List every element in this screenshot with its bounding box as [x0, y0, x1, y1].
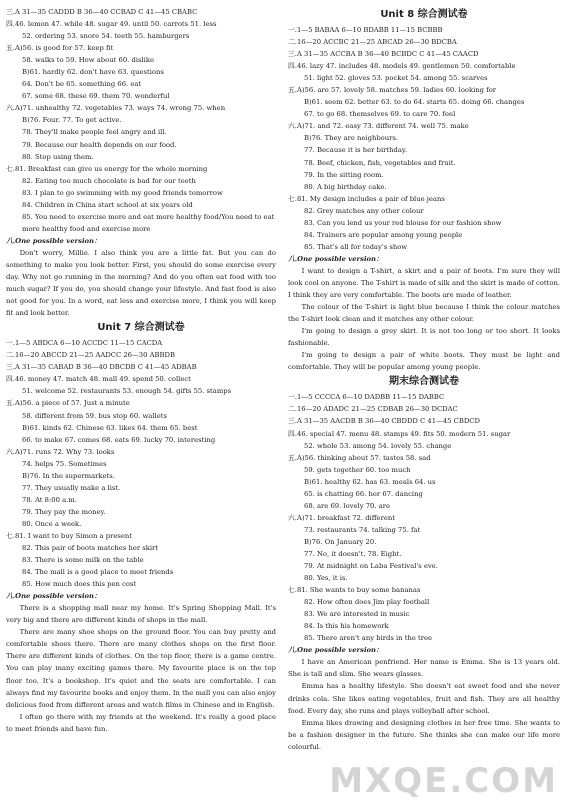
- essay-penfriend-p3: Emma likes drawing and designing clothes in her free time. She wants to be a fashion designer in the future. She thinks she can make our life more colourful.: [288, 718, 560, 751]
- answer-line: 四.46. lemon 47. while 48. sugar 49. until 50. carrots 51. less: [6, 20, 217, 29]
- answer-line: 84. Trainers are popular among young people: [304, 230, 463, 239]
- answer-line: 66. to make 67. comes 68. eats 69. lucky 70. interesting: [22, 435, 216, 444]
- answer-line: 74. helps 75. Sometimes: [22, 459, 107, 468]
- answer-line: 51. welcome 52. restaurants 53. enough 54. gifts 55. stamps: [22, 387, 232, 396]
- essay-mall-p1: There is a shopping mall near my home. It's Spring Shopping Mall. It's very big and there are different kinds of shops in the mall.: [6, 604, 276, 625]
- essay-design-p4: I'm going to design a pair of white boots. They must be light and comfortable. They will be popular among young people.: [288, 351, 560, 372]
- answer-line: 83. Can you lend us your red blouse for our fashion show: [304, 218, 502, 227]
- essay-design-p1: I want to design a T-shirt, a skirt and a pair of boots. I'm sure they will look cool on anyone. The T-shirt is made of silk and the skirt is made of cotton. I think they are very comfortable. The boots are made of leather.: [288, 266, 560, 300]
- answer-line: 80. A big birthday cake.: [304, 182, 387, 191]
- answer-line: 三.A 31—35 ACCBA B 36—40 BCBDC C 41—45 CAACD: [288, 50, 479, 59]
- final-test-heading: 期末综合测试卷: [389, 376, 459, 388]
- answer-line: 58. walks to 59. How about 60. dislike: [22, 56, 154, 65]
- unit8-heading: Unit 8 综合测试卷: [380, 9, 468, 20]
- answer-line: 77. No, it doesn't. 78. Eight.: [304, 549, 402, 558]
- unit6-answers: [6, 6, 276, 235]
- possible-version-label: 八.One possible version：: [6, 592, 101, 601]
- answer-line: 80. Stop using them.: [22, 152, 94, 161]
- answer-line: 82. How often does Jim play football: [304, 598, 430, 607]
- essay-design-p2: The colour of the T-shirt is light blue because I think the colour matches the T-shirt look clean and it matches any other colour.: [288, 303, 560, 324]
- answer-line: 84. The mall is a good place to meet friends: [22, 568, 174, 577]
- answer-line: 85. You need to exercise more and eat more healthy food/You need to eat: [22, 212, 275, 221]
- answer-line: B)76. They are neighbours.: [304, 134, 399, 143]
- answer-line: 68. are 69. lovely 70. are: [304, 501, 391, 510]
- answer-line: 65. is chatting 66. her 67. dancing: [304, 489, 423, 498]
- unit8-answers: [288, 24, 560, 253]
- possible-version-label: 八.One possible version：: [288, 646, 383, 655]
- answer-line: 三.A 31—35 AACDB B 36—40 CBDDD C 41—45 CBDCD: [288, 417, 480, 426]
- essay-millie: Don't worry, Millie. I also think you are a little fat. But you can do something to make you look better. First, you should do some exercise every day. Why not go running in the morning? And do you often eat food with too much sugar? If you do, you should change your lifestyle. And fast food is also not good for you. In a word, eat less and exercise more, I think you will keep fit and look better.: [6, 248, 276, 318]
- right-column: [288, 6, 560, 753]
- left-column: [6, 6, 276, 735]
- essay-mall-p2: There are many shoe shops on the ground floor. You can buy pretty and comfortable shoes there. There are many clothes shops on the first floor. There are different kinds of clothes. On the top floor, there is a game centre. You can play many exciting games there. My favourite place is on the top floor too. It's a bookshop. It's quiet and the seats are comfortable. I can always find my favourite books and enjoy them. In the mall you can also enjoy delicious food from different areas and watch films in Chinese and in English.: [6, 628, 276, 709]
- answer-line: 四.46. special 47. menu 48. stamps 49. fits 50. modern 51. sugar: [288, 429, 511, 438]
- answer-line: 二.16—20 ABCCD 21—25 AADCC 26—30 ABBDB: [6, 351, 175, 360]
- answer-line: 六.A)71. and 72. easy 73. different 74. well 75. make: [288, 122, 469, 131]
- answer-line: 52. ordering 53. snore 54. teeth 55. hamburgers: [22, 32, 190, 41]
- answer-line: 80. Yes, it is.: [304, 574, 348, 583]
- answer-line: 51. light 52. gloves 53. pocket 54. among 55. scarves: [304, 74, 488, 83]
- answer-line: 五.A)56. a piece of 57. Just a minute: [6, 399, 130, 408]
- answer-line: 84. Is this his homework: [304, 622, 389, 631]
- answer-line: 三.A 31—35 CADDD B 36—40 CCBAD C 41—45 CBABC: [6, 8, 198, 16]
- answer-line: 七.81. She wants to buy some bananas: [288, 586, 421, 595]
- answer-line: B)76. Four. 77. To get active.: [22, 116, 122, 125]
- answer-line: 七.81. Breakfast can give us energy for the whole morning: [6, 164, 208, 173]
- site-watermark: MXQE.COM: [329, 761, 558, 801]
- answer-line: 四.46. lazy 47. includes 48. models 49. gentlemen 50. comfortable: [288, 62, 516, 71]
- answer-line: 77. Because it is her birthday.: [304, 146, 407, 155]
- answer-line: B)61. kinds 62. Chinese 63. likes 64. them 65. best: [22, 423, 198, 432]
- unit7-answers: [6, 337, 276, 590]
- answer-line: 五.A)56. is good for 57. keep fit: [6, 44, 114, 53]
- answer-line: 85. How much does this pen cost: [22, 580, 137, 589]
- answer-line: 64. Don't be 65. something 66. eat: [22, 80, 142, 89]
- answer-line: 73. restaurants 74. talking 75. fat: [304, 525, 421, 534]
- answer-line: 七.81. My design includes a pair of blue jeans: [288, 194, 445, 203]
- answer-line: 82. This pair of boots matches her skirt: [22, 544, 159, 553]
- answer-line: 六.A)71. breakfast 72. different: [288, 513, 395, 522]
- answer-line: 84. Children in China start school at six years old: [22, 200, 193, 209]
- answer-line: 85. That's all for today's show: [304, 242, 408, 251]
- answer-line: 52. whole 53. among 54. lovely 55. change: [304, 441, 452, 450]
- answer-line: 七.81. I want to buy Simon a present: [6, 531, 132, 540]
- unit7-heading: Unit 7 综合测试卷: [97, 322, 185, 334]
- answer-line: 79. Because our health depends on our food.: [22, 140, 177, 149]
- answer-line: 78. At 8:00 a.m.: [22, 495, 77, 504]
- answer-line: 79. At midnight on Laba Festival's eve.: [304, 562, 438, 571]
- essay-mall-p3: I often go there with my friends at the weekend. It's really a good place to meet friends and have fun.: [6, 712, 276, 733]
- possible-version-label: 八.One possible version：: [6, 236, 101, 245]
- answer-line: 78. They'll make people feel angry and ill.: [22, 128, 167, 137]
- answer-line: B)61. healthy 62. has 63. meals 64. us: [304, 477, 436, 486]
- essay-penfriend-p1: I have an American penfriend. Her name is Emma. She is 13 years old. She is tall and slim. She wears glasses.: [288, 658, 560, 679]
- answer-line: 四.46. money 47. match 48. mall 49. spend 50. collect: [6, 375, 191, 384]
- answer-line: 77. They usually make a list.: [22, 483, 121, 492]
- answer-line: 58. different from 59. bus stop 60. wallets: [22, 411, 167, 420]
- answer-line: 三.A 31—35 CABAD B 36—40 DBCDB C 41—45 ADBAB: [6, 363, 197, 372]
- answer-line: B)61. seem 62. better 63. to do 64. starts 65. doing 66. changes: [304, 98, 525, 107]
- answer-line: 80. Once a week.: [22, 519, 82, 528]
- essay-penfriend-p2: Emma has a healthy lifestyle. She doesn't eat sweet food and she never drinks cola. She likes eating vegetables, fruit and fish. They are all healthy food. Every day, she runs and plays volleyball after school.: [288, 682, 560, 715]
- answer-line: 83. We are interested in music: [304, 610, 410, 619]
- answer-line: 五.A)56. are 57. lovely 58. matches 59. ladies 60. looking for: [288, 86, 497, 95]
- answer-line: 79. They pay the money.: [22, 507, 106, 516]
- answer-line: 六.A)71. unhealthy 72. vegetables 73. ways 74. wrong 75. when: [6, 104, 226, 113]
- answer-line: 一.1—5 ABDCA 6—10 ACCDC 11—15 CACDA: [6, 339, 163, 348]
- answer-line: 82. Grey matches any other colour: [304, 206, 424, 215]
- answer-line: 一.1—5 CCCCA 6—10 DADBB 11—15 DABBC: [288, 393, 445, 402]
- answer-line: B)76. On January 20.: [304, 537, 377, 546]
- answer-line: 79. In the sitting room.: [304, 170, 384, 179]
- final-test-answers: [288, 391, 560, 644]
- answer-line: more healthy food and exercise more: [22, 224, 151, 233]
- answer-line: 83. There is some milk on the table: [22, 556, 144, 565]
- answer-line: 82. Eating too much chocolate is bad for our teeth: [22, 176, 196, 185]
- answer-line: 67. some 68. these 69. them 70. wonderful: [22, 92, 170, 101]
- answer-line: B)61. hardly 62. don't have 63. questions: [22, 68, 164, 77]
- answer-line: 六.A)71. runs 72. Why 73. looks: [6, 447, 115, 456]
- answer-line: 83. I plan to go swimming with my good friends tomorrow: [22, 188, 223, 197]
- answer-line: 78. Beef, chicken, fish, vegetables and fruit.: [304, 158, 456, 167]
- answer-line: 二.16—20 ACCBC 21—25 ABCAD 26—30 BDCBA: [288, 38, 457, 47]
- answer-line: 67. to go 68. themselves 69. to care 70. feel: [304, 110, 456, 119]
- answer-line: 二.16—20 ADADC 21—25 CDBAB 26—30 DCDAC: [288, 405, 458, 414]
- answer-line: 一.1—5 BABAA 6—10 BDABB 11—15 BCBBB: [288, 26, 443, 34]
- possible-version-label: 八.One possible version：: [288, 254, 383, 263]
- answer-line: B)76. In the supermarkets.: [22, 471, 115, 480]
- answer-line: 五.A)56. thinking about 57. tastes 58. sad: [288, 453, 431, 462]
- answer-line: 59. gets together 60. too much: [304, 465, 411, 474]
- essay-design-p3: I'm going to design a grey skirt. It is not too long or too short. It looks fashionable.: [288, 327, 560, 348]
- answer-line: 85. There aren't any birds in the tree: [304, 634, 433, 643]
